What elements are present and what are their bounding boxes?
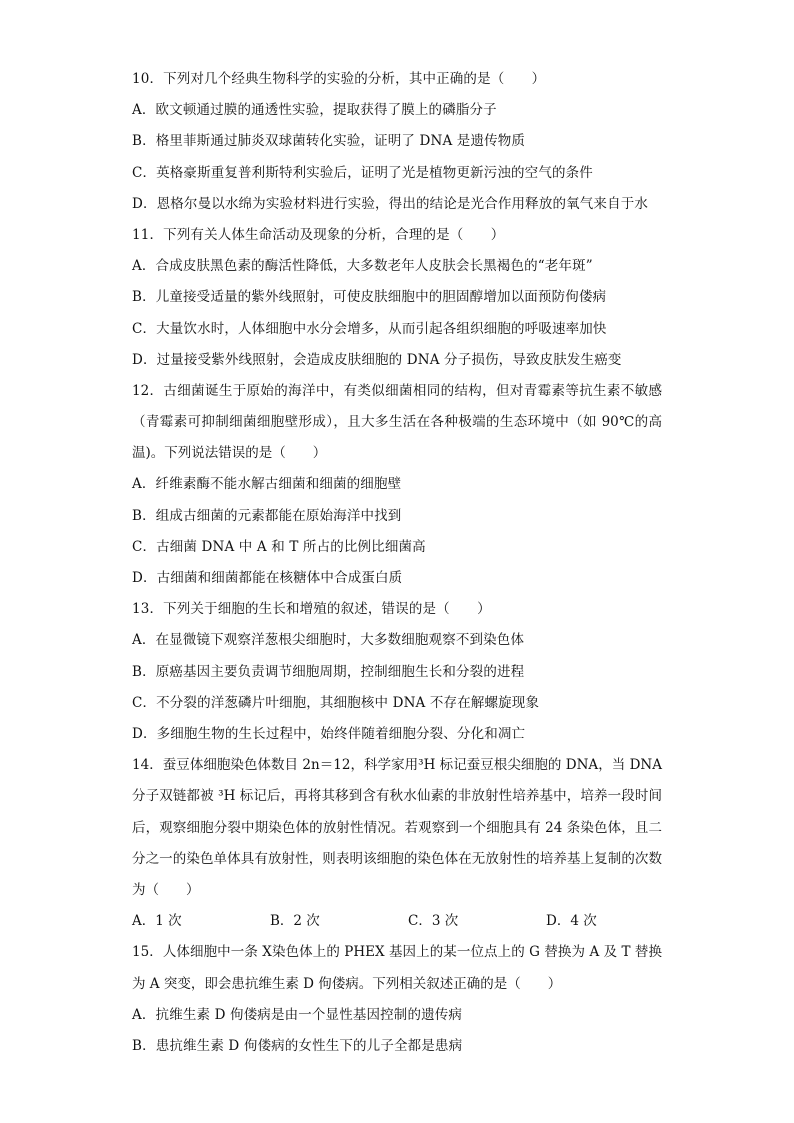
- options-row: [132, 906, 662, 937]
- option-b: B．患抗维生素 D 佝偻病的女性生下的儿子全都是患病: [132, 1037, 463, 1054]
- question-14: [132, 750, 662, 937]
- option-b: B．组成古细菌的元素都能在原始海洋中找到: [132, 507, 402, 524]
- question-stem: 12．古细菌诞生于原始的海洋中，有类似细菌相同的结构，但对青霉素等抗生素不敏感（青霉素可抑制细菌细胞壁形成），且大多生活在各种极端的生态环境中（如 90℃的高温)。下列说法错误的是（ ）: [132, 382, 662, 462]
- option-a: A．抗维生素 D 佝偻病是由一个显性基因控制的遗传病: [132, 1006, 463, 1023]
- option-d: D．过量接受紫外线照射，会造成皮肤细胞的 DNA 分子损伤，导致皮肤发生癌变: [132, 351, 622, 368]
- option-d: D．4 次: [546, 913, 597, 930]
- question-10: [132, 64, 662, 220]
- option-a: A．欧文顿通过膜的通透性实验，提取获得了膜上的磷脂分子: [132, 102, 497, 119]
- question-15: [132, 937, 662, 1062]
- option-a: A．在显微镜下观察洋葱根尖细胞时，大多数细胞观察不到染色体: [132, 632, 525, 649]
- question-stem: 13．下列关于细胞的生长和增殖的叙述，错误的是（ ）: [132, 601, 491, 618]
- option-b: B．格里菲斯通过肺炎双球菌转化实验，证明了 DNA 是遗传物质: [132, 133, 526, 150]
- option-d: D．恩格尔曼以水绵为实验材料进行实验，得出的结论是光合作用释放的氧气来自于水: [132, 195, 649, 212]
- question-stem: 14．蚕豆体细胞染色体数目 2n＝12，科学家用³H 标记蚕豆根尖细胞的 DNA，当 DNA 分子双链都被 ³H 标记后，再将其移到含有秋水仙素的非放射性培养基中，培养一段时间后，观察细胞分裂中期染色体的放射性情况。若观察到一个细胞具有 24 条染色体，且二分之一的染色单体具有放射性，则表明该细胞的染色体在无放射性的培养基上复制的次数为（ ）: [132, 757, 662, 898]
- question-stem: 11．下列有关人体生命活动及现象的分析，合理的是（ ）: [132, 226, 505, 243]
- question-13: [132, 594, 662, 750]
- option-c: C．大量饮水时，人体细胞中水分会增多，从而引起各组织细胞的呼吸速率加快: [132, 320, 607, 337]
- question-list: [132, 64, 662, 1062]
- option-c: C．英格豪斯重复普利斯特利实验后，证明了光是植物更新污浊的空气的条件: [132, 164, 593, 181]
- option-b: B．儿童接受适量的紫外线照射，可使皮肤细胞中的胆固醇增加以面预防佝偻病: [132, 289, 607, 306]
- option-b: B．原癌基因主要负责调节细胞周期，控制细胞生长和分裂的进程: [132, 663, 525, 680]
- option-d: D．古细菌和细菌都能在核糖体中合成蛋白质: [132, 570, 403, 587]
- option-a: A．1 次: [132, 913, 182, 930]
- question-11: [132, 220, 662, 376]
- option-a: A．合成皮肤黑色素的酶活性降低，大多数老年人皮肤会长黑褐色的“老年斑”: [132, 258, 593, 275]
- question-12: [132, 376, 662, 594]
- question-stem: 10．下列对几个经典生物科学的实验的分析，其中正确的是（ ）: [132, 71, 546, 87]
- option-a: A．纤维素酶不能水解古细菌和细菌的细胞壁: [132, 476, 402, 493]
- option-c: C．不分裂的洋葱磷片叶细胞，其细胞核中 DNA 不存在解螺旋现象: [132, 694, 540, 711]
- option-b: B．2 次: [270, 913, 320, 930]
- option-c: C．3 次: [408, 913, 459, 930]
- question-stem: 15．人体细胞中一条 X染色体上的 PHEX 基因上的某一位点上的 G 替换为 A 及 T 替换为 A 突变，即会患抗维生素 D 佝偻病。下列相关叙述正确的是（ ）: [132, 944, 662, 992]
- option-d: D．多细胞生物的生长过程中，始终伴随着细胞分裂、分化和凋亡: [132, 725, 526, 742]
- option-c: C．古细菌 DNA 中 A 和 T 所占的比例比细菌高: [132, 538, 426, 555]
